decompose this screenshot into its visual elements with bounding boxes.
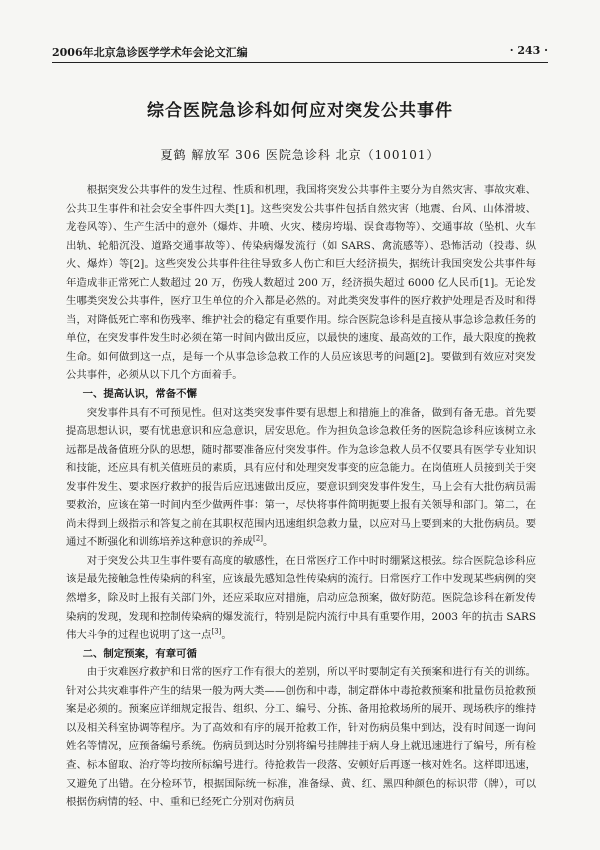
paragraph — [66, 404, 536, 552]
paragraph-text: 突发事件具有不可预见性。但对这类突发事件要有思想上和措施上的准备，做到有备无患。首先要提高思想认识，要有忧患意识和应急意识，居安思危。作为担负急诊急救任务的医院急诊科应该树立永远都是战备值班分队的思想，随时都要准备应付突发事件。作为急诊急救人员不仅要具有医学专业知识和技能，还应具有机关值班员的素质，具有应付和处理突发事变的应急能力。在岗值班人员接到关于突发事件发生、要求医疗救护的报告后应迅速做出反应，要意识到突发事件发生，马上会有大批伤病员需要救治，应该在第一时间内至少做两件事：第一，尽快将事件简明扼要上报有关领导和部门。第二，在尚未得到上级指示和答复之前在其职权范围内迅速组织急救力量，以应对马上要到来的大批伤病员。要通过不断强化和训练培养这种意识的养成 — [66, 406, 536, 549]
header-rule — [52, 62, 548, 63]
paragraph: 根据突发公共事件的发生过程、性质和机理，我国将突发公共事件主要分为自然灾害、事故灾难、公共卫生事件和社会安全事件四大类[1]。这些突发公共事件包括自然灾害（地震、台风、山体滑坡、龙卷风等）、生产生活中的意外（爆炸、井喷、火灾、楼房垮塌、误食毒物等）、交通事故（坠机、火车出轨、轮船沉没、道路交通事故等）、传染病爆发流行（如 SARS、禽流感等）、恐怖活动（投毒、纵火、爆炸）等[2]。这些突发公共事件往往导致多人伤亡和巨大经济损失，据统计我国突发公共事件每年造成非正常死亡人数超过 20 万，伤残人数超过 200 万，经济损失超过 6000 亿人民币[1]。无论发生哪类突发公共事件，医疗卫生单位的介入都是必然的。对此类突发事件的医疗救护处理是否及时和得当，对降低死亡率和伤残率、维护社会的稳定有重要作用。综合医院急诊科是直接从事急诊急救任务的单位，在突发事件发生时必须在第一时间内做出反应，以最快的速度、最高效的工作，最大限度的挽救生命。如何做到这一点，是每一个从事急诊急救工作的人员应该思考的问题[2]。要做到有效应对突发公共事件，必须从以下几个方面着手。 — [66, 184, 536, 382]
page-number: · 243 · — [509, 44, 548, 57]
citation: [3] — [211, 627, 222, 636]
paragraph-text: 对于突发公共卫生事件要有高度的敏感性，在日常医疗工作中时时绷紧这根弦。综合医院急诊科应该是最先接触急性传染病的科室，应该最先感知急性传染病的流行。日常医疗工作中发现某些病例的突然增多，除及时上报有关部门外，还应采取应对措施，启动应急预案，做好防范。医院急诊科在新发传染病的发现，发现和控制传染病的爆发流行，特别是院内流行中具有重要作用，2003 年的抗击 SARS 伟大斗争的过程也说明了这一点 — [66, 554, 536, 642]
article-title: 综合医院急诊科如何应对突发公共事件 — [147, 101, 453, 121]
section-heading: 二、制定预案，有章可循 — [82, 647, 197, 660]
journal-title: 2006年北京急诊医学学术年会论文汇编 — [52, 46, 248, 59]
paragraph-end: 。 — [262, 536, 274, 549]
paragraph — [66, 552, 536, 645]
paragraph: 由于灾难医疗救护和日常的医疗工作有很大的差别，所以平时要制定有关预案和进行有关的训练。针对公共灾难事件产生的结果一般为两大类——创伤和中毒，制定群体中毒抢救预案和批量伤员抢救预案是必须的。预案应详细规定报告、组织、分工、编号、分拣、备用抢救场所的展开、现场秩序的维持以及相关科室协调等程序。为了高效和有序的展开抢救工作，针对伤病员集中到达，没有时间逐一询问姓名等情况，应预备编号系统。伤病员到达时分别将编号挂牌挂于病人身上就迅速进行了编号，所有检查、标本留取、治疗等均按所标编号进行。待抢救告一段落、安顿好后再逐一核对姓名。这样即迅速，又避免了出错。在分检环节，根据国际统一标准，准备绿、黄、红、黑四种颜色的标识带（牌），可以根据伤病情的轻、中、重和已经死亡分别对伤病员 — [66, 666, 536, 809]
article-body — [66, 181, 536, 812]
running-header — [52, 44, 548, 62]
citation: [2] — [253, 534, 263, 543]
section-heading: 一、提高认识，常备不懈 — [82, 388, 197, 401]
author-line: 夏鹤 解放军 306 医院急诊科 北京（100101） — [160, 148, 440, 162]
paragraph-end: 。 — [221, 629, 232, 642]
